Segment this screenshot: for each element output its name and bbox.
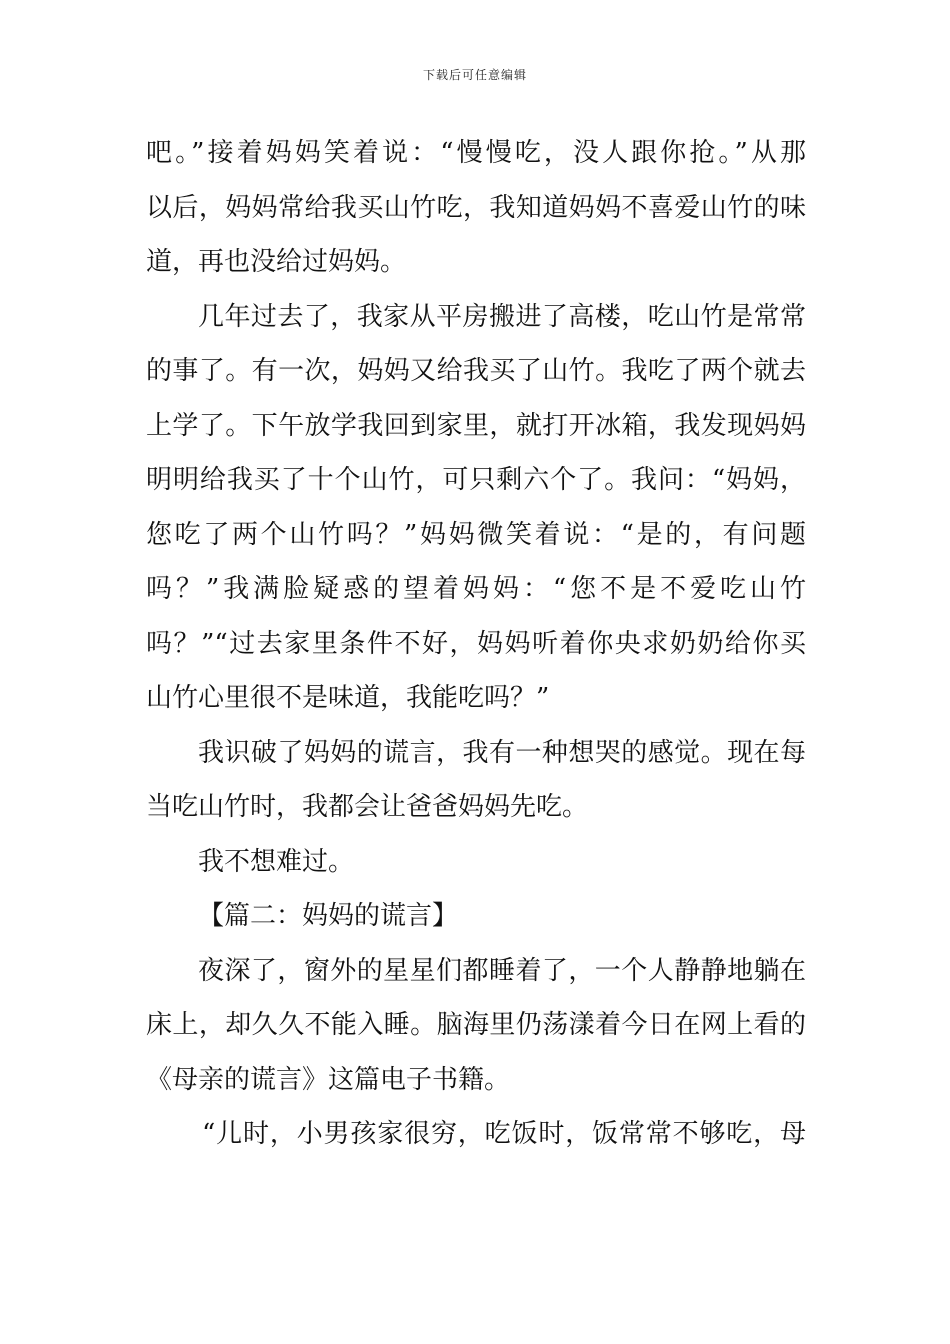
- text-line: 吗？”“过去家里条件不好，妈妈听着你央求奶奶给你买: [146, 628, 806, 659]
- text-line: 以后，妈妈常给我买山竹吃，我知道妈妈不喜爱山竹的味: [146, 192, 806, 223]
- text-line: 山竹心里很不是味道，我能吃吗？”: [146, 683, 550, 713]
- document-body: [146, 126, 806, 1162]
- paragraph-start-line: “儿时，小男孩家很穷，吃饭时，饭常常不够吃，母: [202, 1119, 806, 1149]
- text-line: 您吃了两个山竹吗？”妈妈微笑着说：“是的，有问题: [146, 519, 806, 550]
- text-line: 吗？”我满脸疑惑的望着妈妈：“您不是不爱吃山竹: [146, 574, 806, 604]
- paragraph-start-line: 我不想难过。: [198, 846, 355, 877]
- text-line: 当吃山竹时，我都会让爸爸妈妈先吃。: [146, 792, 589, 822]
- text-line: 《母亲的谎言》这篇电子书籍。: [146, 1064, 511, 1095]
- header-note: 下载后可任意编辑: [422, 68, 527, 82]
- paragraph-start-line: 夜深了，窗外的星星们都睡着了，一个人静静地躺在: [198, 955, 806, 986]
- text-line: 道，再也没给过妈妈。: [146, 247, 407, 277]
- text-line: 床上，却久久不能入睡。脑海里仍荡漾着今日在网上看的: [146, 1010, 806, 1040]
- text-line: 吧。”接着妈妈笑着说：“慢慢吃，没人跟你抢。”从那: [146, 138, 806, 168]
- text-line: 明明给我买了十个山竹，可只剩六个了。我问：“妈妈，: [146, 465, 806, 495]
- section-heading: 【篇二：妈妈的谎言】: [198, 901, 459, 931]
- paragraph-start-line: 我识破了妈妈的谎言，我有一种想哭的感觉。现在每: [198, 737, 806, 768]
- paragraph-start-line: 几年过去了，我家从平房搬进了高楼，吃山竹是常常: [198, 301, 806, 332]
- text-line: 的事了。有一次，妈妈又给我买了山竹。我吃了两个就去: [146, 356, 806, 386]
- text-line: 上学了。下午放学我回到家里，就打开冰箱，我发现妈妈: [146, 410, 806, 441]
